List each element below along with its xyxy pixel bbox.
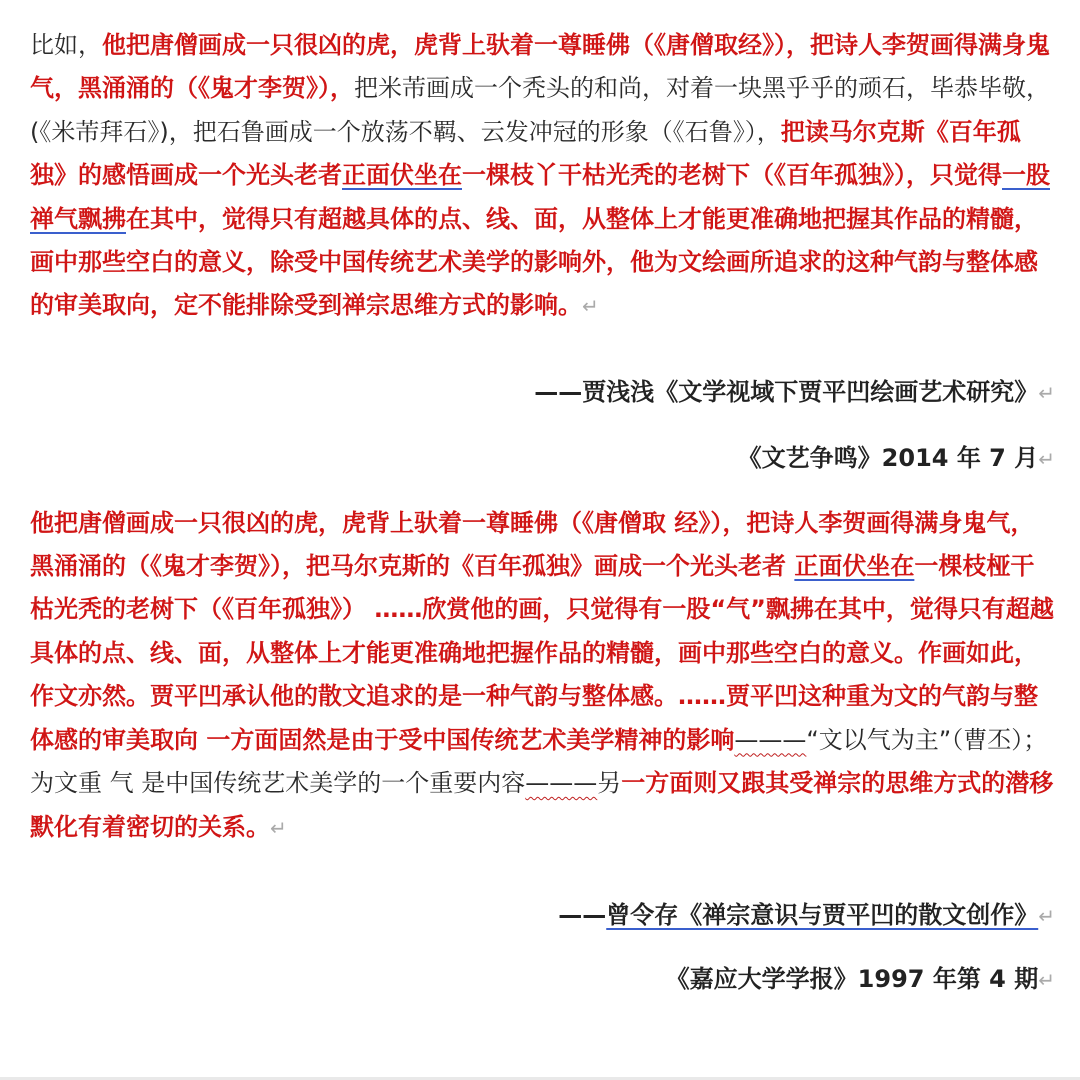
paragraph-mark-icon: ↵: [1038, 447, 1055, 472]
document-body: [30, 24, 1055, 1003]
text-run: “文以气为主”（曹丕）；为文重 气 是中国传统艺术美学的一个重要内容: [30, 725, 1048, 798]
spellcheck-underlined-dash: ———: [525, 769, 598, 798]
spellcheck-underlined-dash: ———: [734, 725, 807, 754]
underlined-text: 一股禅气飘拂: [30, 161, 1050, 233]
highlighted-text: 在其中，觉得只有超越具体的点、线、面，从整体上才能更准确地把握其作品的精髓，画中那些空白的意义，除受中国传统艺术美学的影响外，他为文绘画所追求的这种气韵与整体感的审美取向，定不能排除受到禅宗思维方式的影响。: [30, 204, 1038, 320]
text-run: 比如，: [30, 31, 102, 59]
paragraph-mark-icon: ↵: [1038, 380, 1055, 405]
underlined-text: 曾令存《禅宗意识与贾平凹的散文创作》: [606, 900, 1039, 929]
highlighted-text: 他把唐僧画成一只很凶的虎，虎背上驮着一尊睡佛（《唐僧取经》），把诗人李贺画得满身鬼气，黑涌涌的（《鬼才李贺》），: [30, 31, 1050, 103]
underlined-text: 正面伏坐在: [342, 161, 462, 190]
citation-journal-1: 《文艺争鸣》2014 年 7 月↵: [737, 444, 1055, 473]
highlighted-text: 他把唐僧画成一只很凶的虎，虎背上驮着一尊睡佛（《唐僧取 经》），把诗人李贺画得满身鬼气，黑涌涌的（《鬼才李贺》），把马尔克斯的《百年孤独》画成一个光头老者: [30, 508, 1035, 581]
paragraph-mark-icon: ↵: [582, 294, 599, 319]
citation-author-2: ——曾令存《禅宗意识与贾平凹的散文创作》↵: [558, 900, 1055, 929]
underlined-text: 正面伏坐在: [794, 552, 915, 581]
excerpt-paragraph-1: [30, 24, 1055, 329]
excerpt-paragraph-2: [30, 502, 1055, 850]
paragraph-mark-icon: ↵: [1038, 968, 1055, 993]
text-run: 另: [597, 769, 622, 798]
citation-author-1: ——贾浅浅《文学视域下贾平凹绘画艺术研究》↵: [534, 377, 1055, 406]
paragraph-mark-icon: ↵: [270, 815, 287, 840]
highlighted-text: 一方面则又跟其受禅宗的思维方式的潜移默化有着密切的关系。: [30, 769, 1054, 841]
citation-journal-2: 《嘉应大学学报》1997 年第 4 期↵: [665, 965, 1055, 994]
highlighted-text: 把读马尔克斯《百年孤独》的感悟画成一个光头老者: [30, 117, 1021, 190]
highlighted-text: 一棵枝丫干枯光秃的老树下（《百年孤独》），只觉得: [462, 161, 1002, 190]
text-run: 把米芾画成一个秃头的和尚，对着一块黑乎乎的顽石，毕恭毕敬，(《米芾拜石》)，把石鲁画成一个放荡不羁、云发冲冠的形象（《石鲁》），: [30, 74, 1050, 146]
paragraph-mark-icon: ↵: [1038, 903, 1055, 928]
highlighted-text: 一棵枝桠干枯光秃的老树下（《百年孤独》） ……欣赏他的画，只觉得有一股“气”飘拂在其中，觉得只有超越具体的点、线、面，从整体上才能更准确地把握作品的精髓，画中那些空白的意义。作画如此，作文亦然。贾平凹承认他的散文追求的是一种气韵与整体感。……贾平凹这种重为文的气韵与整体感的审美取向 一方面固然是由于受中国传统艺术美学精神的影响: [30, 552, 1054, 754]
